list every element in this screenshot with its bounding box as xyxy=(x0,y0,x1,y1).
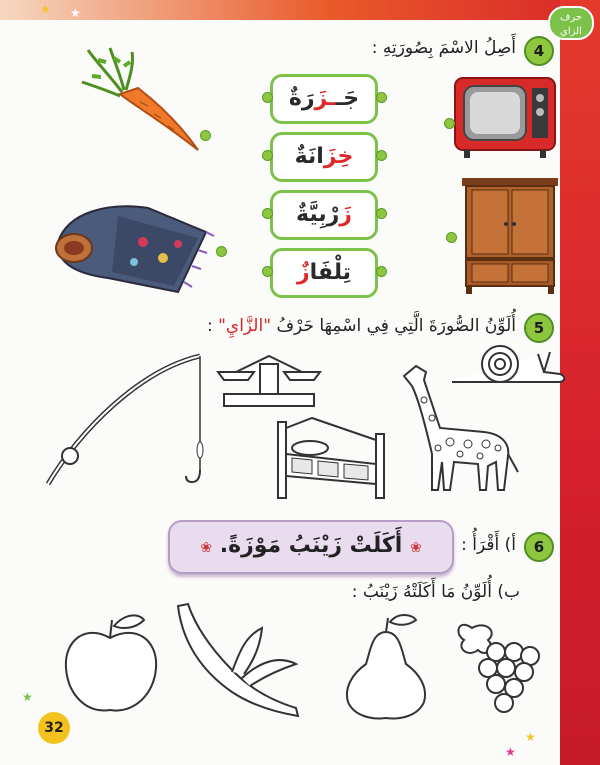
exercise-6-part-b: ب) أُلَوِّنُ مَا أَكَلَتْهُ زَيْنَبُ : xyxy=(351,582,520,602)
rug-picture[interactable] xyxy=(48,192,218,302)
word-part: جَـ xyxy=(335,86,360,111)
exercise-6-number: 6 xyxy=(524,532,554,562)
banana-picture[interactable] xyxy=(170,600,310,720)
star-icon: ★ xyxy=(70,6,81,20)
exercise-6-part-a: أ) أَقْرَأُ : xyxy=(461,535,516,555)
flower-icon: ❀ xyxy=(409,540,422,556)
connector-dot[interactable] xyxy=(216,246,227,257)
read-sentence-box xyxy=(168,520,454,574)
letter-name: "الزَّايِ" xyxy=(218,316,272,336)
giraffe-picture[interactable] xyxy=(394,358,524,498)
letter-tab: حرف الزاي xyxy=(548,6,594,40)
flower-icon: ❀ xyxy=(200,540,213,556)
connector-dot[interactable] xyxy=(444,118,455,129)
word-box-rug[interactable] xyxy=(270,190,378,240)
exercise-4-instruction: أَصِلُ الاسْمَ بِصُورَتِهِ : xyxy=(371,38,516,58)
connector-dot[interactable] xyxy=(200,130,211,141)
star-icon: ★ xyxy=(40,2,51,16)
connector-dot[interactable] xyxy=(262,208,273,219)
apple-picture[interactable] xyxy=(56,610,166,720)
connector-dot[interactable] xyxy=(446,232,457,243)
word-box-television[interactable] xyxy=(270,248,378,298)
exercise-4-number: 4 xyxy=(524,36,554,66)
word-box-wardrobe[interactable] xyxy=(270,132,378,182)
star-icon: ★ xyxy=(22,690,33,704)
word-highlight: زَ xyxy=(339,202,352,227)
grapes-picture[interactable] xyxy=(452,608,552,718)
word-highlight: زٌ xyxy=(296,260,310,285)
word-box-carrot[interactable] xyxy=(270,74,378,124)
instruction-colon: : xyxy=(206,316,213,336)
word-highlight: خِزَ xyxy=(323,144,354,169)
exercise-5-instruction xyxy=(207,316,516,336)
scale-picture[interactable] xyxy=(214,350,324,410)
word-part: رْبِيَّةٌ xyxy=(296,202,340,227)
page-number: 32 xyxy=(38,712,70,744)
top-decorative-band xyxy=(0,0,600,20)
connector-dot[interactable] xyxy=(376,92,387,103)
star-icon: ★ xyxy=(525,730,536,744)
television-picture[interactable] xyxy=(450,72,560,162)
exercise-5-number: 5 xyxy=(524,313,554,343)
pear-picture[interactable] xyxy=(336,612,436,722)
word-highlight: ـزَ xyxy=(314,86,336,111)
connector-dot[interactable] xyxy=(376,150,387,161)
connector-dot[interactable] xyxy=(376,208,387,219)
instruction-text: أُلَوِّنُ الصُّورَةَ الَّتِي فِي اسْمِهَا حَرْفُ xyxy=(276,316,516,336)
word-part: رَةٌ xyxy=(288,86,315,111)
word-part: تِلْفَا xyxy=(309,260,351,285)
bed-picture[interactable] xyxy=(272,414,392,504)
connector-dot[interactable] xyxy=(262,92,273,103)
wardrobe-picture[interactable] xyxy=(460,176,560,296)
carrot-picture[interactable] xyxy=(80,46,210,156)
read-sentence: أَكَلَتْ زَيْنَبُ مَوْزَةً. xyxy=(219,533,403,558)
connector-dot[interactable] xyxy=(262,266,273,277)
star-icon: ★ xyxy=(505,745,516,759)
fishing-rod-picture[interactable] xyxy=(40,350,210,500)
connector-dot[interactable] xyxy=(262,150,273,161)
word-part: انَةٌ xyxy=(294,144,324,169)
connector-dot[interactable] xyxy=(376,266,387,277)
